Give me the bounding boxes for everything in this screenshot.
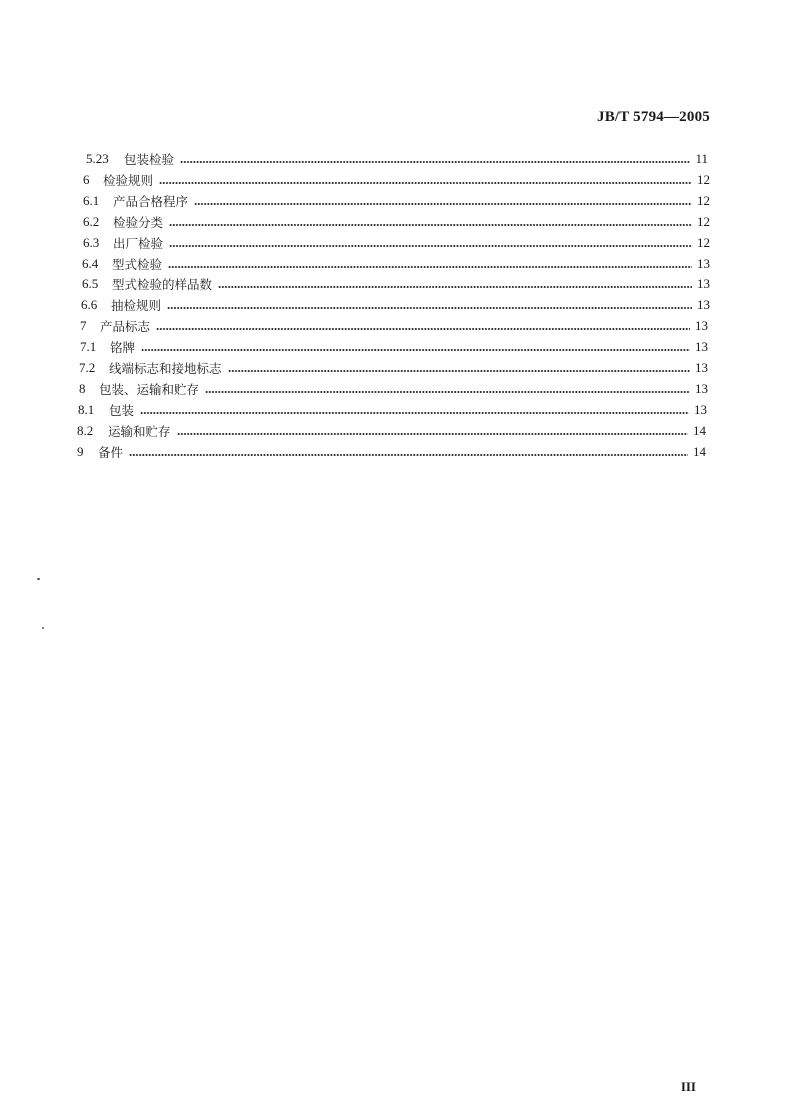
toc-entry-number: 7 — [80, 318, 87, 333]
dot-leader — [177, 432, 688, 436]
toc-entry[interactable] — [83, 212, 710, 232]
toc-entry-number: 8.1 — [78, 402, 95, 417]
toc-entry-title: 出厂检验 — [113, 236, 164, 251]
toc-entry[interactable] — [77, 421, 706, 441]
toc-entry[interactable] — [83, 191, 710, 211]
toc-entry-title: 包装 — [109, 403, 135, 418]
toc-entry-number: 6.1 — [83, 193, 100, 208]
toc-entry[interactable] — [78, 400, 707, 420]
toc-entry-title: 线端标志和接地标志 — [109, 361, 222, 376]
toc-entry-title: 备件 — [98, 445, 124, 460]
toc-entry-title: 检验分类 — [113, 215, 164, 230]
toc-entry-number: 9 — [77, 444, 84, 459]
dot-leader — [180, 160, 690, 164]
toc-entry-page: 13 — [697, 256, 710, 271]
toc-entry-page: 14 — [693, 423, 706, 438]
toc-entry[interactable] — [77, 442, 706, 462]
toc-entry-number: 5.23 — [86, 151, 109, 166]
toc-entry-number: 6.6 — [81, 297, 98, 312]
dot-leader — [129, 453, 688, 457]
toc-entry-number: 6 — [83, 172, 90, 187]
toc-entry-number: 6.3 — [83, 235, 100, 250]
toc-entry-title: 型式检验的样品数 — [112, 277, 213, 292]
toc-entry-title: 型式检验 — [112, 257, 163, 272]
toc-entry-page: 12 — [697, 235, 710, 250]
toc-entry-title: 产品合格程序 — [113, 194, 189, 209]
dot-leader — [194, 202, 692, 206]
toc-entry-page: 13 — [695, 381, 708, 396]
toc-entry-number: 7.1 — [80, 339, 97, 354]
toc-entry-page: 14 — [693, 444, 706, 459]
dot-leader — [168, 265, 692, 269]
toc-entry-title: 抽检规则 — [111, 298, 162, 313]
toc-entry-title: 铭牌 — [110, 340, 136, 355]
toc-entry[interactable] — [83, 233, 710, 253]
toc-entry-title: 运输和贮存 — [108, 424, 171, 439]
toc-entry-number: 8.2 — [77, 423, 94, 438]
dot-leader — [167, 306, 692, 310]
dot-leader — [141, 348, 690, 352]
toc-entry-number: 6.4 — [82, 256, 99, 271]
toc-entry-page: 11 — [695, 151, 708, 166]
toc-entry[interactable] — [86, 149, 708, 169]
toc-entry-page: 13 — [694, 402, 707, 417]
toc-entry-page: 13 — [697, 297, 710, 312]
toc-entry-page: 13 — [695, 318, 708, 333]
toc-entry[interactable] — [81, 295, 710, 315]
dot-leader — [205, 390, 690, 394]
toc-entry[interactable] — [79, 358, 708, 378]
toc-entry[interactable] — [80, 316, 708, 336]
toc-entry-number: 7.2 — [79, 360, 96, 375]
dot-leader — [156, 327, 690, 331]
toc-entry-number: 6.2 — [83, 214, 100, 229]
page-number: III — [680, 1079, 696, 1094]
dot-leader — [169, 223, 692, 227]
toc-entry[interactable] — [80, 337, 708, 357]
dot-leader — [140, 411, 689, 415]
toc-entry-page: 12 — [697, 214, 710, 229]
toc-entry[interactable] — [79, 379, 708, 399]
scan-speck — [37, 578, 40, 580]
toc-entry-title: 检验规则 — [103, 173, 154, 188]
toc-entry-page: 13 — [697, 276, 710, 291]
toc-entry-title: 产品标志 — [100, 319, 151, 334]
toc-entry-page: 12 — [697, 172, 710, 187]
dot-leader — [169, 244, 692, 248]
dot-leader — [159, 181, 692, 185]
dot-leader — [228, 369, 690, 373]
toc-entry[interactable] — [83, 170, 710, 190]
toc-entry-page: 13 — [695, 339, 708, 354]
toc-entry-page: 13 — [695, 360, 708, 375]
scan-speck — [42, 627, 44, 629]
toc-entry-title: 包装、运输和贮存 — [99, 382, 200, 397]
toc-entry-number: 8 — [79, 381, 86, 396]
toc-entry[interactable] — [82, 254, 710, 274]
dot-leader — [218, 285, 692, 289]
toc-entry-page: 12 — [697, 193, 710, 208]
toc-entry-title: 包装检验 — [124, 152, 175, 167]
toc-entry-number: 6.5 — [82, 276, 99, 291]
toc-entry[interactable] — [82, 274, 710, 294]
standard-code: JB/T 5794—2005 — [597, 109, 710, 125]
